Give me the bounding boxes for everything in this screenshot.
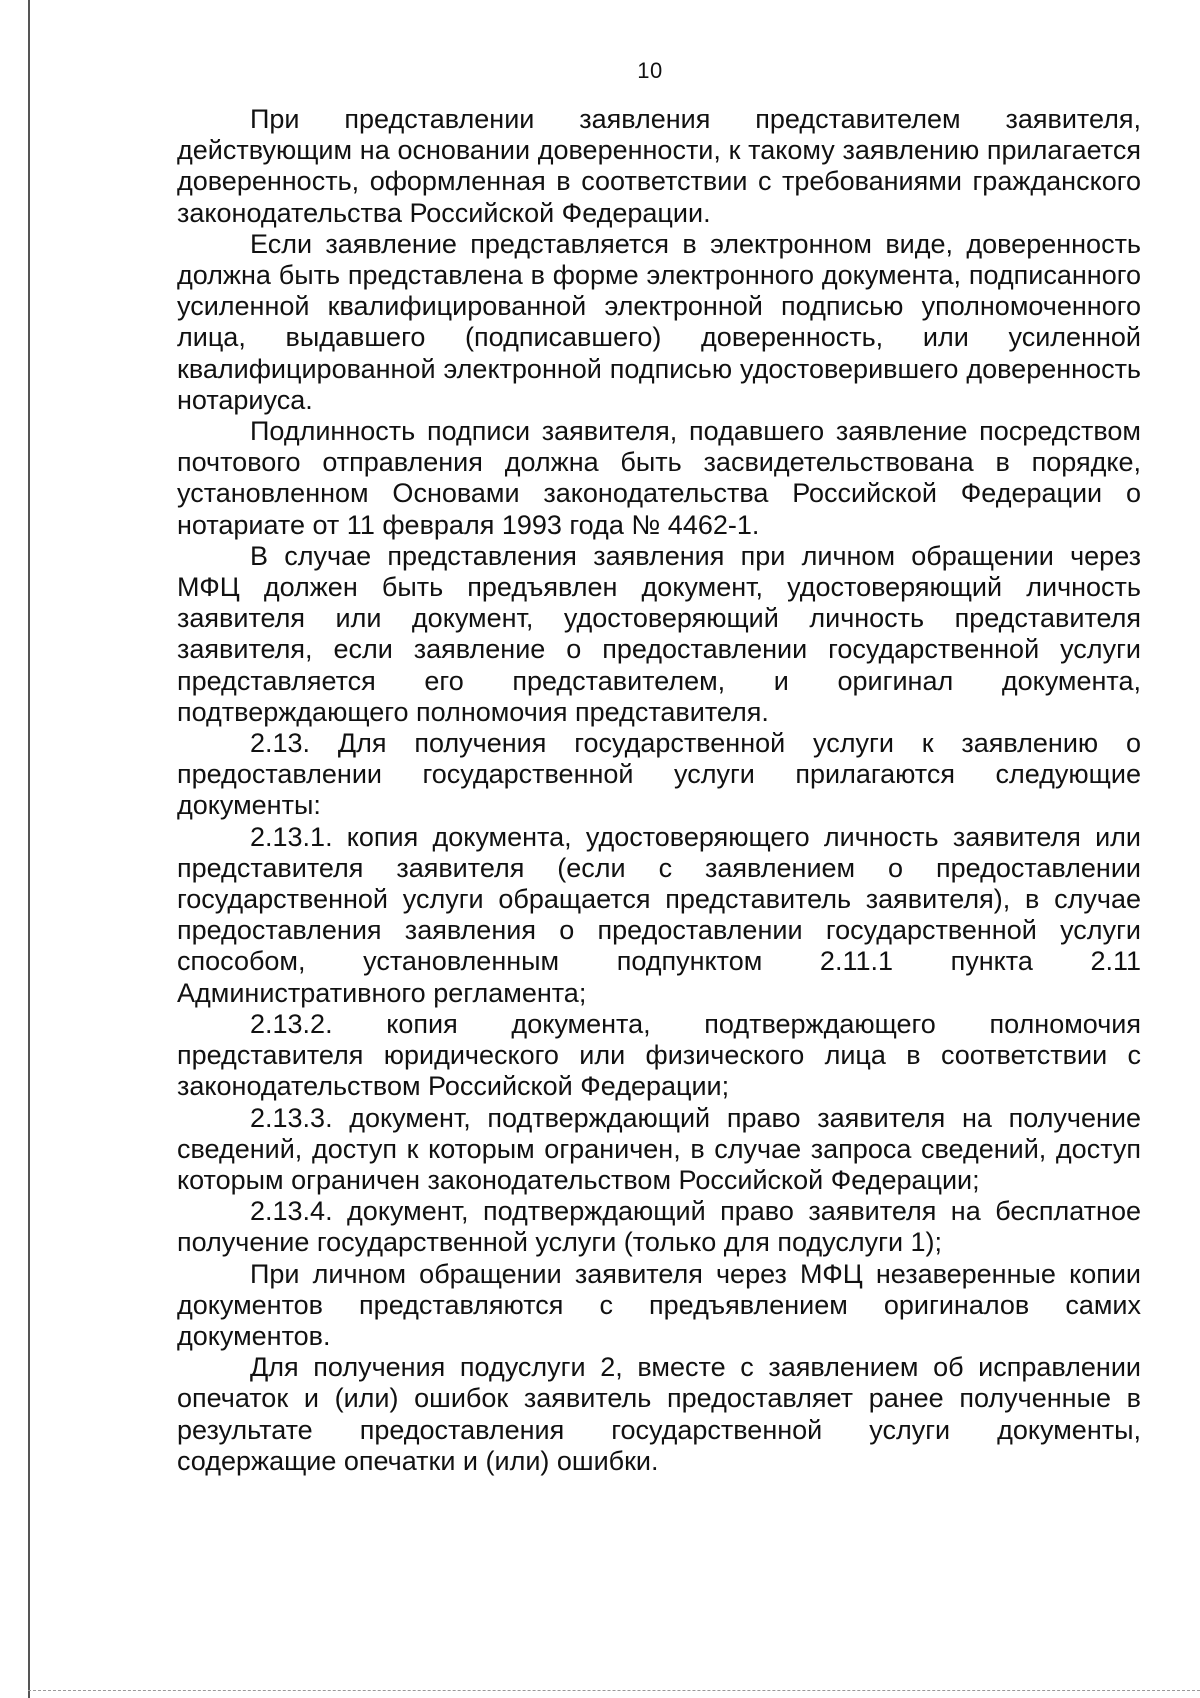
- paragraph-2-13-4: 2.13.4. документ, подтверждающий право заявителя на бесплатное получение государственной услуги (только для подуслуги 1);: [177, 1196, 1141, 1258]
- document-body: [177, 104, 1141, 1477]
- paragraph-electronic-form: Если заявление представляется в электронном виде, доверенность должна быть представлена в форме электронного документа, подписанного усиленной квалифицированной электронной подписью уполномоченного лица, выдавшего (подписавшего) доверенность, или усиленной квалифицированной электронной подписью удостоверившего доверенность нотариуса.: [177, 228, 1141, 415]
- paragraph-unverified-copies: При личном обращении заявителя через МФЦ незаверенные копии документов представляются с предъявлением оригиналов самих документов.: [177, 1258, 1141, 1351]
- paragraph-2-13-2: 2.13.2. копия документа, подтверждающего полномочия представителя юридического или физического лица в соответствии с законодательством Российской Федерации;: [177, 1008, 1141, 1102]
- page-number: 10: [637, 58, 663, 83]
- paragraph-2-13-1: 2.13.1. копия документа, удостоверяющего личность заявителя или представителя заявителя (если с заявлением о предоставлении государственной услуги обращается представитель заявителя), в случае предоставления заявления о предоставлении государственной услуги способом, установленным подпунктом 2.11.1 пункта 2.11 Административного регламента;: [177, 821, 1141, 1008]
- paragraph-subservice-2: Для получения подуслуги 2, вместе с заявлением об исправлении опечаток и (или) ошибок заявитель предоставляет ранее полученные в результате предоставления государственной услуги документы, содержащие опечатки и (или) ошибки.: [177, 1352, 1141, 1476]
- paragraph-2-13: 2.13. Для получения государственной услуги к заявлению о предоставлении государственной услуги прилагаются следующие документы:: [177, 728, 1141, 821]
- paragraph-2-13-3: 2.13.3. документ, подтверждающий право заявителя на получение сведений, доступ к которым ограничен, в случае запроса сведений, доступ которым ограничен законодательством Российской Федерации;: [177, 1102, 1141, 1195]
- paragraph-personal-visit-mfc: В случае представления заявления при личном обращении через МФЦ должен быть предъявлен документ, удостоверяющий личность заявителя или документ, удостоверяющий личность представителя заявителя, если заявление о предоставлении государственной услуги представляется его представителем, и оригинал документа, подтверждающего полномочия представителя.: [177, 540, 1141, 727]
- scan-bottom-edge: [28, 1690, 1200, 1692]
- scan-left-edge: [28, 0, 30, 1698]
- paragraph-power-of-attorney: При представлении заявления представителем заявителя, действующим на основании доверенности, к такому заявлению прилагается доверенность, оформленная в соответствии с требованиями гражданского законодательства Российской Федерации.: [177, 104, 1141, 228]
- paragraph-signature-authenticity: Подлинность подписи заявителя, подавшего заявление посредством почтового отправления должна быть засвидетельствована в порядке, установленном Основами законодательства Российской Федерации о нотариате от 11 февраля 1993 года № 4462-1.: [177, 416, 1141, 540]
